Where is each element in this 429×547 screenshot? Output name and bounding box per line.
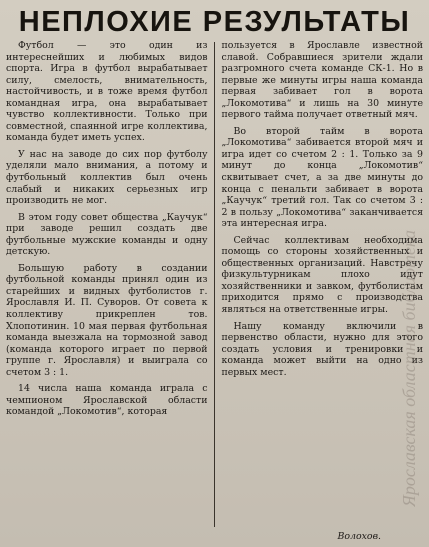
article-body — [6, 40, 423, 527]
author-byline: Волохов. — [337, 531, 381, 542]
article-paragraph: Нашу команду включили в первенство области, нужно для этого создать условия и тренировки и команда может выйти на одно из первых мест. — [221, 320, 423, 378]
article-paragraph: 14 числа наша команда играла с чемпионом Ярославской области командой „Локомотив“, которая — [6, 383, 208, 418]
article-paragraph: Футбол — это один из интереснейших и любимых видов спорта. Игра в футбол вырабатывает силу, смелость, внимательность, настойчивость, и в тоже время футбол командная игра, она вырабатывает чувство коллективности. Только при совместной, спаянной игре коллектива, команда будет иметь успех. — [6, 40, 208, 144]
article-paragraph: У нас на заводе до сих пор футболу уделяли мало внимания, а потому и футбольный коллектив был очень слабый и никаких серьезных игр производить не мог. — [6, 148, 208, 207]
column-right — [215, 40, 424, 527]
column-left — [6, 40, 214, 527]
article-paragraph: пользуется в Ярославле известной славой. Собравшиеся зрители ждали разгромного счета команде СК-1. Но в первые же минуты игры наша команда первая забивает гол в ворота „Локомотива“ и лишь на 30 минуте первого тайма получает ответный мяч. — [221, 40, 423, 121]
article-title: НЕПЛОХИЕ РЕЗУЛЬТАТЫ — [18, 6, 411, 38]
article-paragraph: Сейчас коллективам необходима помощь со стороны хозяйственных и общественных организаций. Навстречу физкультурникам плохо идут хозяйственники и завком, футболистам приходится прямо с производства являться на ответственные игры. — [221, 234, 423, 316]
article-paragraph: В этом году совет общества „Каучук“ при заводе решил создать две футбольные мужские команды и одну детскую. — [6, 211, 208, 258]
article-paragraph: Во второй тайм в ворота „Локомотива“ забивается второй мяч и игра идет со счетом 2 : 1. Только за 9 минут до конца „Локомотив“ сквитывает счет, а за две минуты до конца с пенальти забивает в ворота „Каучук“ третий гол. Так со счетом 3 : 2 в пользу „Локомотива“ заканчивается эта интересная игра. — [221, 125, 423, 230]
article-paragraph: Большую работу в создании футбольной команды принял один из старейших и видных футболистов г. Ярославля И. П. Суворов. От совета к коллективу прикреплен тов. Хлопотинин. 10 мая первая футбольная команда выезжала на тормозной завод (команда которого играет по первой группе г. Ярославля) и выиграла со счетом 3 : 1. — [6, 262, 208, 378]
library-watermark: Ярославская областная библиотека — [399, 230, 419, 507]
